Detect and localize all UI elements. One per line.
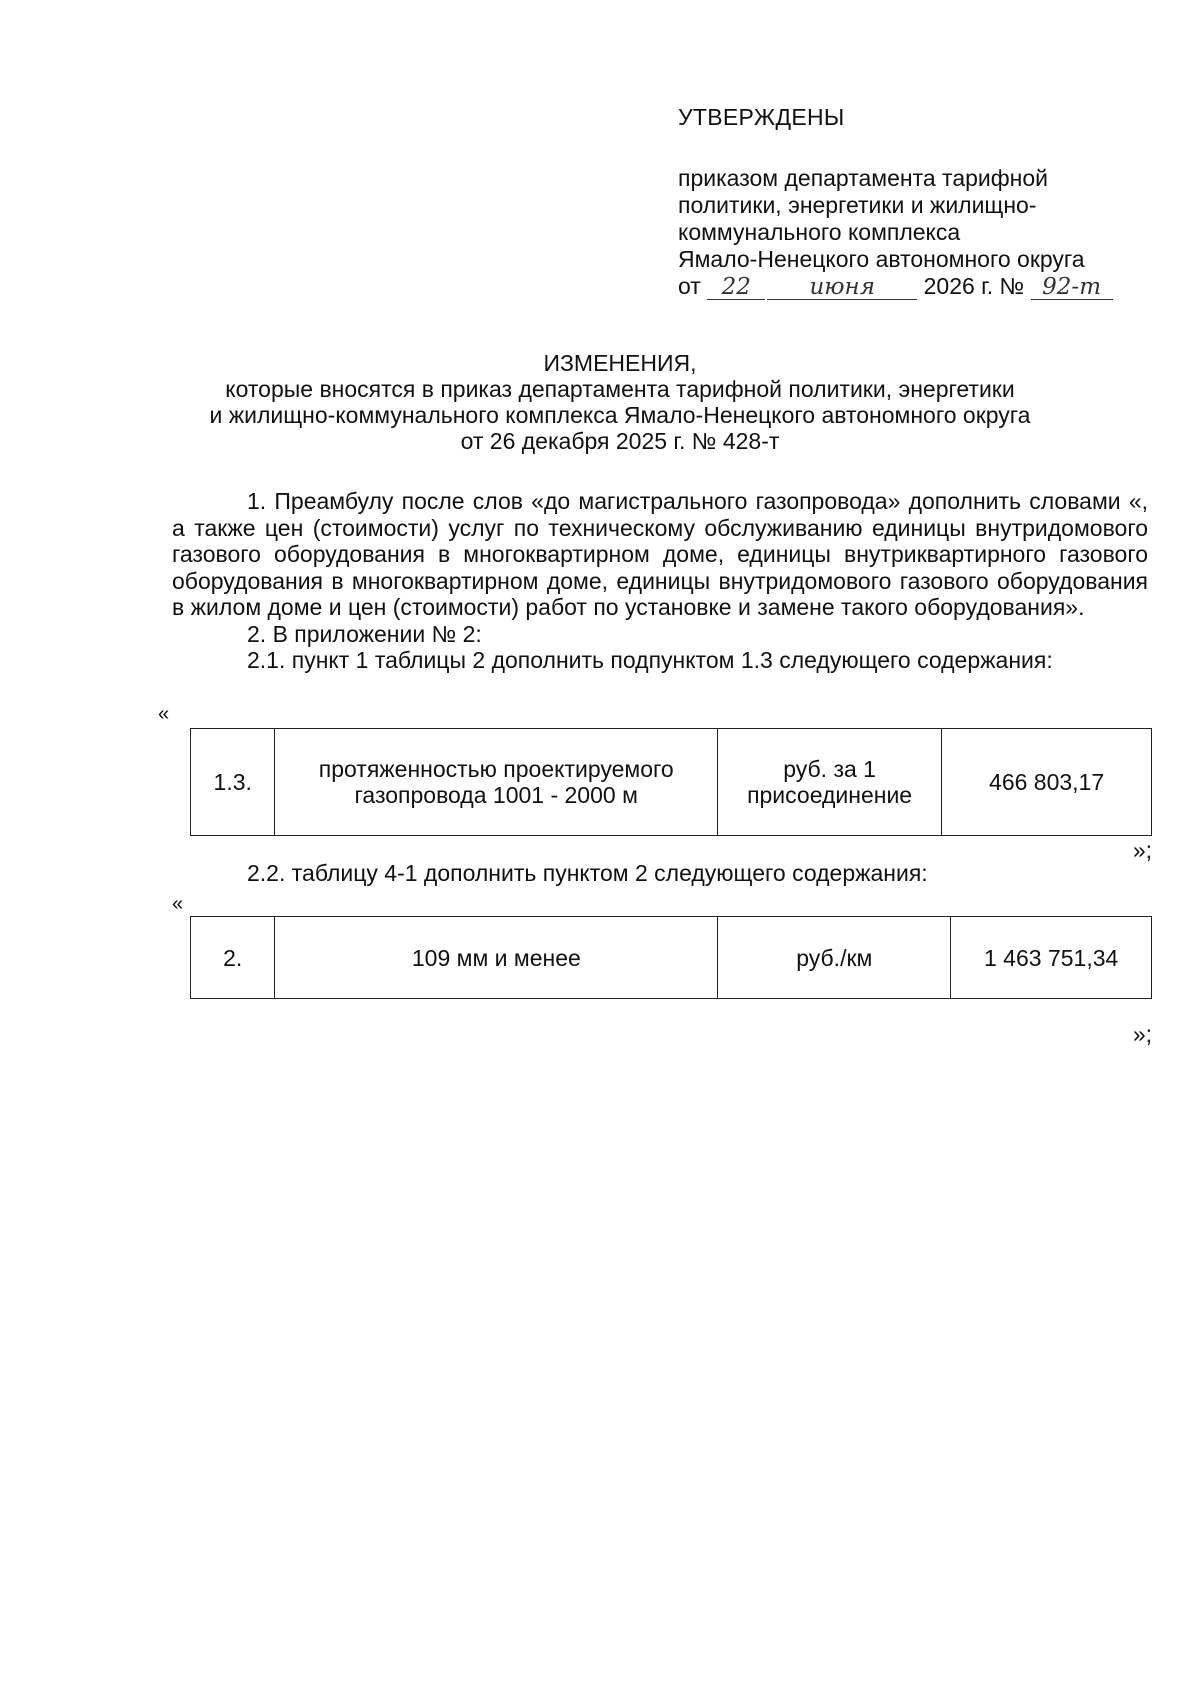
title-line: от 26 декабря 2025 г. № 428-т xyxy=(460,428,780,454)
table-row xyxy=(191,729,1152,836)
table-cell-unit: руб. за 1 присоединение xyxy=(717,729,941,836)
date-prefix: от xyxy=(678,273,701,299)
open-quote-mark: « xyxy=(172,893,184,915)
date-year-number-label: 2026 г. № xyxy=(923,273,1025,299)
table-cell-description: протяженностью проектируемого газопровода 1001 - 2000 м xyxy=(275,729,718,836)
close-quote-mark: »; xyxy=(1132,1021,1152,1047)
title-line: и жилищно-коммунального комплекса Ямало-Ненецкого автономного округа xyxy=(209,402,1031,428)
handwritten-month: июня xyxy=(767,275,917,300)
open-quote-mark: « xyxy=(158,703,170,725)
table-item-2 xyxy=(190,916,1152,999)
paragraph-appendix: 2. В приложении № 2: xyxy=(247,620,482,647)
table-cell-number: 1.3. xyxy=(191,729,275,836)
approval-block xyxy=(678,104,1138,300)
title-line: которые вносятся в приказ департамента тарифной политики, энергетики xyxy=(225,376,1015,402)
table-row xyxy=(191,917,1152,999)
approval-line: приказом департамента тарифной xyxy=(678,165,1049,191)
table-cell-value: 1 463 751,34 xyxy=(951,917,1152,999)
document-title xyxy=(170,350,1070,454)
table-cell-value: 466 803,17 xyxy=(942,729,1152,836)
handwritten-order-number: 92-т xyxy=(1031,275,1113,300)
document-body-continued xyxy=(172,860,1148,887)
table-item-1-3 xyxy=(190,728,1152,836)
paragraph-item-2-2: 2.2. таблицу 4-1 дополнить пунктом 2 следующего содержания: xyxy=(247,860,928,886)
title-heading: ИЗМЕНЕНИЯ, xyxy=(543,350,697,376)
table-cell-unit: руб./км xyxy=(718,917,951,999)
close-quote-mark: »; xyxy=(1132,837,1152,863)
paragraph-item-2-1: 2.1. пункт 1 таблицы 2 дополнить подпунктом 1.3 следующего содержания: xyxy=(247,647,1053,673)
approval-date-line xyxy=(678,273,1138,300)
approval-line: политики, энергетики и жилищно- xyxy=(678,192,1037,218)
approval-line: Ямало-Ненецкого автономного округа xyxy=(678,246,1085,272)
paragraph-preamble: 1. Преамбулу после слов «до магистрального газопровода» дополнить словами «, а также цен (стоимости) услуг по техническому обслуживанию единицы внутридомового газового оборудования в многоквартирном доме, единицы внутриквартирного газового оборудования в многоквартирном доме, единицы внутридомового газового оборудования в жилом доме и цен (стоимости) работ по установке и замене такого оборудования». xyxy=(172,488,1148,620)
table-cell-description: 109 мм и менее xyxy=(275,917,718,999)
document-body xyxy=(172,488,1148,674)
approval-title: УТВЕРЖДЕНЫ xyxy=(678,104,845,130)
approval-line: коммунального комплекса xyxy=(678,219,961,245)
table-cell-number: 2. xyxy=(191,917,275,999)
handwritten-day: 22 xyxy=(707,275,765,300)
